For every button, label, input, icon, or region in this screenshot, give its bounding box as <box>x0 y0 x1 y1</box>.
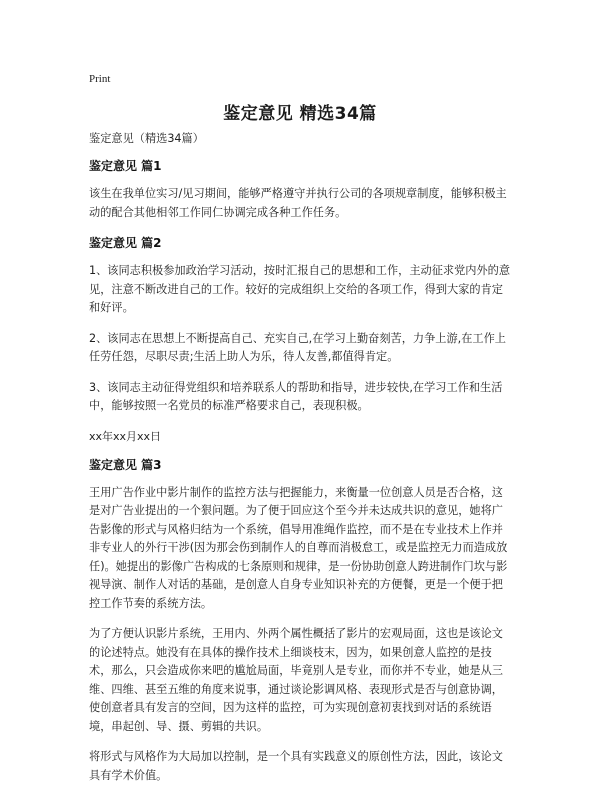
section-3-paragraph-1: 王用广告作业中影片制作的监控方法与把握能力，来衡量一位创意人员是否合格，这是对广告业提出的一个狠问题。为了便于回应这个至今并未达成共识的意见，她将广告影像的形式与风格归结为一个系统，倡导用准绳作监控，而不是在专业技术上作并非专业人的外行干涉(因为那会伤到制作人的自尊而消极怠工，或是监控无力而造成放任)。她提出的影像广告构成的七条原则和规律，是一份协助创意人跨进制作门坎与影视导演、制作人对话的基础，是创意人自身专业知识补充的方便餐，更是一个便于把控工作节奏的系统方法。 <box>89 485 508 610</box>
section-heading-3: 鉴定意见 篇3 <box>89 457 162 472</box>
document-subtitle: 鉴定意见（精选34篇） <box>89 132 204 145</box>
document-body <box>89 130 513 797</box>
section-2-date: xx年xx月xx日 <box>89 429 162 443</box>
section-2-paragraph-3: 3、该同志主动征得党组织和培养联系人的帮助和指导，进步较快,在学习工作和生活中，能够按照一名党员的标准严格要求自己，表现积极。 <box>89 380 503 412</box>
section-3-paragraph-3: 将形式与风格作为大局加以控制，是一个具有实践意义的原创性方法，因此，该论文具有学术价值。 <box>89 750 503 782</box>
print-label[interactable]: Print <box>89 73 111 85</box>
section-2-paragraph-1: 1、该同志积极参加政治学习活动，按时汇报自己的思想和工作，主动征求党内外的意见，注意不断改进自己的工作。较好的完成组织上交给的各项工作，得到大家的肯定和好评。 <box>89 264 511 314</box>
section-heading-1: 鉴定意见 篇1 <box>89 159 162 173</box>
section-1-paragraph-1: 该生在我单位实习/见习期间，能够严格遵守并执行公司的各项规章制度，能够积极主动的配合其他相邻工作同仁协调完成各种工作任务。 <box>89 187 507 219</box>
section-heading-2: 鉴定意见 篇2 <box>89 236 162 250</box>
document-title: 鉴定意见 精选34篇 <box>223 104 377 124</box>
section-3-paragraph-2: 为了方便认识影片系统，王用内、外两个属性概括了影片的宏观局面，这也是该论文的论述特点。她没有在具体的操作技术上细谈枝末，因为，如果创意人监控的是技术，那么，只会造成你来吧的尴尬局面，毕竟别人是专业，而你并不专业，她是从三维、四维、甚至五维的角度来说事，通过谈论影调风格、表现形式是否与创意协调，使创意者具有发言的空间，因为这样的监控，可为实现创意初衷找到对话的系统语境，串起创、导、摄、剪辑的共识。 <box>89 627 503 733</box>
section-2-paragraph-2: 2、该同志在思想上不断提高自己、充实自己,在学习上勤奋刻苦，力争上游,在工作上任劳任怨，尽职尽责;生活上助人为乐，待人友善,都值得肯定。 <box>89 331 506 363</box>
